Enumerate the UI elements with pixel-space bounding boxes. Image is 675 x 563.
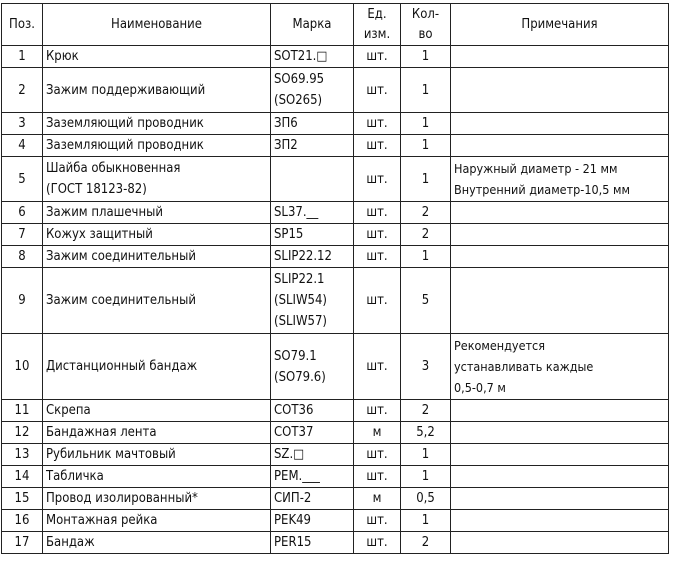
cell-mark-line: PER15 [274, 535, 312, 550]
table-row [2, 135, 669, 157]
cell-note [451, 246, 669, 268]
header-unit-line2: изм. [363, 26, 391, 42]
cell-name-line: Заземляющий проводник [46, 116, 204, 131]
cell-mark [271, 532, 354, 554]
cell-pos: 6 [2, 202, 43, 224]
cell-unit: шт. [354, 224, 401, 246]
cell-unit: шт. [354, 532, 401, 554]
header-qty-line2: во [418, 26, 433, 42]
cell-mark [271, 135, 354, 157]
table-row [2, 113, 669, 135]
cell-qty: 5 [401, 268, 451, 334]
cell-mark-line: COT37 [274, 425, 314, 440]
cell-name-line: Рубильник мачтовый [46, 447, 176, 462]
cell-name-line: Крюк [46, 49, 79, 64]
cell-unit: шт. [354, 246, 401, 268]
cell-name [43, 268, 271, 334]
cell-unit: шт. [354, 400, 401, 422]
cell-name [43, 135, 271, 157]
table-row [2, 246, 669, 268]
cell-note [451, 135, 669, 157]
cell-pos: 4 [2, 135, 43, 157]
header-row [2, 4, 669, 46]
cell-name-line: Кожух защитный [46, 227, 153, 242]
table-row [2, 334, 669, 400]
cell-qty: 2 [401, 202, 451, 224]
cell-qty: 3 [401, 334, 451, 400]
table-row [2, 400, 669, 422]
cell-mark-line: SOT21.□ [274, 49, 328, 64]
cell-qty: 1 [401, 68, 451, 113]
cell-mark-line: ЗП2 [274, 138, 298, 153]
cell-unit: шт. [354, 113, 401, 135]
cell-mark-line: (SLIW54) [274, 293, 327, 308]
cell-mark-line: SP15 [274, 227, 304, 242]
table-body [2, 46, 669, 554]
table-row [2, 157, 669, 202]
cell-qty: 1 [401, 113, 451, 135]
cell-mark [271, 268, 354, 334]
cell-mark-line: СИП-2 [274, 491, 312, 506]
cell-mark-line: PEM.___ [274, 469, 320, 484]
cell-mark-line: PEK49 [274, 513, 311, 528]
cell-qty: 1 [401, 444, 451, 466]
cell-mark [271, 422, 354, 444]
cell-mark-line: COT36 [274, 403, 314, 418]
cell-note-line: Рекомендуется [454, 338, 545, 353]
cell-note [451, 422, 669, 444]
cell-pos: 1 [2, 46, 43, 68]
table-row [2, 68, 669, 113]
cell-qty: 1 [401, 466, 451, 488]
cell-note [451, 46, 669, 68]
cell-note [451, 157, 669, 202]
cell-name-line: Бандаж [46, 535, 95, 550]
cell-name-line: Провод изолированный* [46, 491, 198, 506]
cell-unit: шт. [354, 510, 401, 532]
cell-name-line: Табличка [46, 469, 104, 484]
cell-unit: шт. [354, 46, 401, 68]
table-row [2, 444, 669, 466]
cell-name [43, 466, 271, 488]
cell-note [451, 224, 669, 246]
cell-name-line: Зажим поддерживающий [46, 82, 206, 98]
cell-mark [271, 202, 354, 224]
cell-pos: 15 [2, 488, 43, 510]
cell-qty: 1 [401, 246, 451, 268]
table-row [2, 510, 669, 532]
cell-pos: 16 [2, 510, 43, 532]
cell-qty: 2 [401, 532, 451, 554]
cell-mark [271, 157, 354, 202]
table-row [2, 224, 669, 246]
cell-mark [271, 246, 354, 268]
cell-note [451, 113, 669, 135]
cell-mark-line: SL37.__ [274, 205, 319, 220]
cell-name [43, 532, 271, 554]
cell-note [451, 202, 669, 224]
cell-unit: шт. [354, 466, 401, 488]
cell-note [451, 68, 669, 113]
cell-pos: 17 [2, 532, 43, 554]
cell-mark-line: SO69.95 [274, 72, 325, 87]
cell-mark [271, 510, 354, 532]
header-name: Наименование [43, 4, 271, 46]
cell-qty: 1 [401, 46, 451, 68]
cell-name [43, 246, 271, 268]
cell-pos: 14 [2, 466, 43, 488]
table-row [2, 466, 669, 488]
cell-name-line: Зажим соединительный [46, 293, 196, 308]
cell-pos: 8 [2, 246, 43, 268]
cell-mark [271, 400, 354, 422]
cell-name [43, 202, 271, 224]
specification-table [1, 3, 669, 554]
cell-name [43, 488, 271, 510]
cell-name-line: Зажим соединительный [46, 249, 196, 264]
cell-mark [271, 466, 354, 488]
cell-mark [271, 224, 354, 246]
cell-name-line: Монтажная рейка [46, 513, 158, 528]
cell-name [43, 400, 271, 422]
cell-note [451, 334, 669, 400]
cell-note [451, 400, 669, 422]
cell-note [451, 510, 669, 532]
cell-pos: 2 [2, 68, 43, 113]
table-row [2, 46, 669, 68]
cell-unit: шт. [354, 135, 401, 157]
cell-name [43, 113, 271, 135]
cell-name [43, 334, 271, 400]
table-row [2, 268, 669, 334]
cell-pos: 13 [2, 444, 43, 466]
cell-mark [271, 68, 354, 113]
header-pos: Поз. [2, 4, 43, 46]
cell-name-line: Скрепа [46, 403, 91, 418]
cell-name-line: Заземляющий проводник [46, 138, 204, 153]
cell-name [43, 46, 271, 68]
cell-name-line: Бандажная лента [46, 425, 157, 440]
cell-note-line: Внутренний диаметр-10,5 мм [454, 182, 630, 197]
cell-pos: 9 [2, 268, 43, 334]
cell-mark-line: ЗП6 [274, 116, 298, 131]
cell-name-line: Зажим плашечный [46, 205, 163, 220]
cell-unit: шт. [354, 202, 401, 224]
cell-qty: 1 [401, 510, 451, 532]
cell-pos: 11 [2, 400, 43, 422]
cell-mark-line: (SLIW57) [274, 314, 327, 329]
cell-qty: 5,2 [401, 422, 451, 444]
cell-name [43, 68, 271, 113]
cell-pos: 10 [2, 334, 43, 400]
cell-note-line: устанавливать каждые [454, 359, 594, 374]
cell-name-line: (ГОСТ 18123-82) [46, 182, 147, 197]
cell-unit: шт. [354, 444, 401, 466]
table-row [2, 422, 669, 444]
header-note: Примечания [451, 4, 669, 46]
cell-qty: 1 [401, 135, 451, 157]
cell-note-line: Наружный диаметр - 21 мм [454, 161, 618, 176]
cell-note [451, 532, 669, 554]
cell-name [43, 157, 271, 202]
header-qty-line1: Кол- [411, 6, 440, 22]
cell-name-line: Шайба обыкновенная [46, 161, 181, 176]
cell-name-line: Дистанционный бандаж [46, 359, 198, 374]
cell-note [451, 444, 669, 466]
table-row [2, 532, 669, 554]
cell-unit: шт. [354, 268, 401, 334]
cell-pos: 5 [2, 157, 43, 202]
cell-mark [271, 444, 354, 466]
cell-unit: шт. [354, 68, 401, 113]
cell-unit: м [354, 488, 401, 510]
cell-qty: 2 [401, 224, 451, 246]
cell-note-line: 0,5-0,7 м [454, 380, 506, 395]
cell-note [451, 466, 669, 488]
header-qty [401, 4, 451, 46]
cell-note [451, 268, 669, 334]
cell-name [43, 510, 271, 532]
cell-name [43, 422, 271, 444]
cell-mark-line: SLIP22.1 [274, 272, 325, 287]
table-row [2, 488, 669, 510]
cell-pos: 12 [2, 422, 43, 444]
cell-name [43, 444, 271, 466]
cell-name [43, 224, 271, 246]
cell-qty: 0,5 [401, 488, 451, 510]
cell-mark [271, 488, 354, 510]
cell-qty: 1 [401, 157, 451, 202]
cell-mark-line: SO79.1 [274, 348, 317, 364]
cell-note [451, 488, 669, 510]
cell-mark [271, 113, 354, 135]
header-unit [354, 4, 401, 46]
cell-mark-line: SZ.□ [274, 447, 305, 462]
cell-mark-line: (SO79.6) [274, 369, 326, 385]
cell-mark [271, 334, 354, 400]
table-row [2, 202, 669, 224]
header-unit-line1: Ед. [367, 6, 387, 22]
cell-mark-line: (SO265) [274, 93, 323, 108]
cell-mark [271, 46, 354, 68]
cell-unit: шт. [354, 334, 401, 400]
cell-mark-line: SLIP22.12 [274, 249, 332, 264]
cell-pos: 3 [2, 113, 43, 135]
cell-unit: м [354, 422, 401, 444]
header-mark: Марка [271, 4, 354, 46]
cell-unit: шт. [354, 157, 401, 202]
cell-pos: 7 [2, 224, 43, 246]
cell-qty: 2 [401, 400, 451, 422]
